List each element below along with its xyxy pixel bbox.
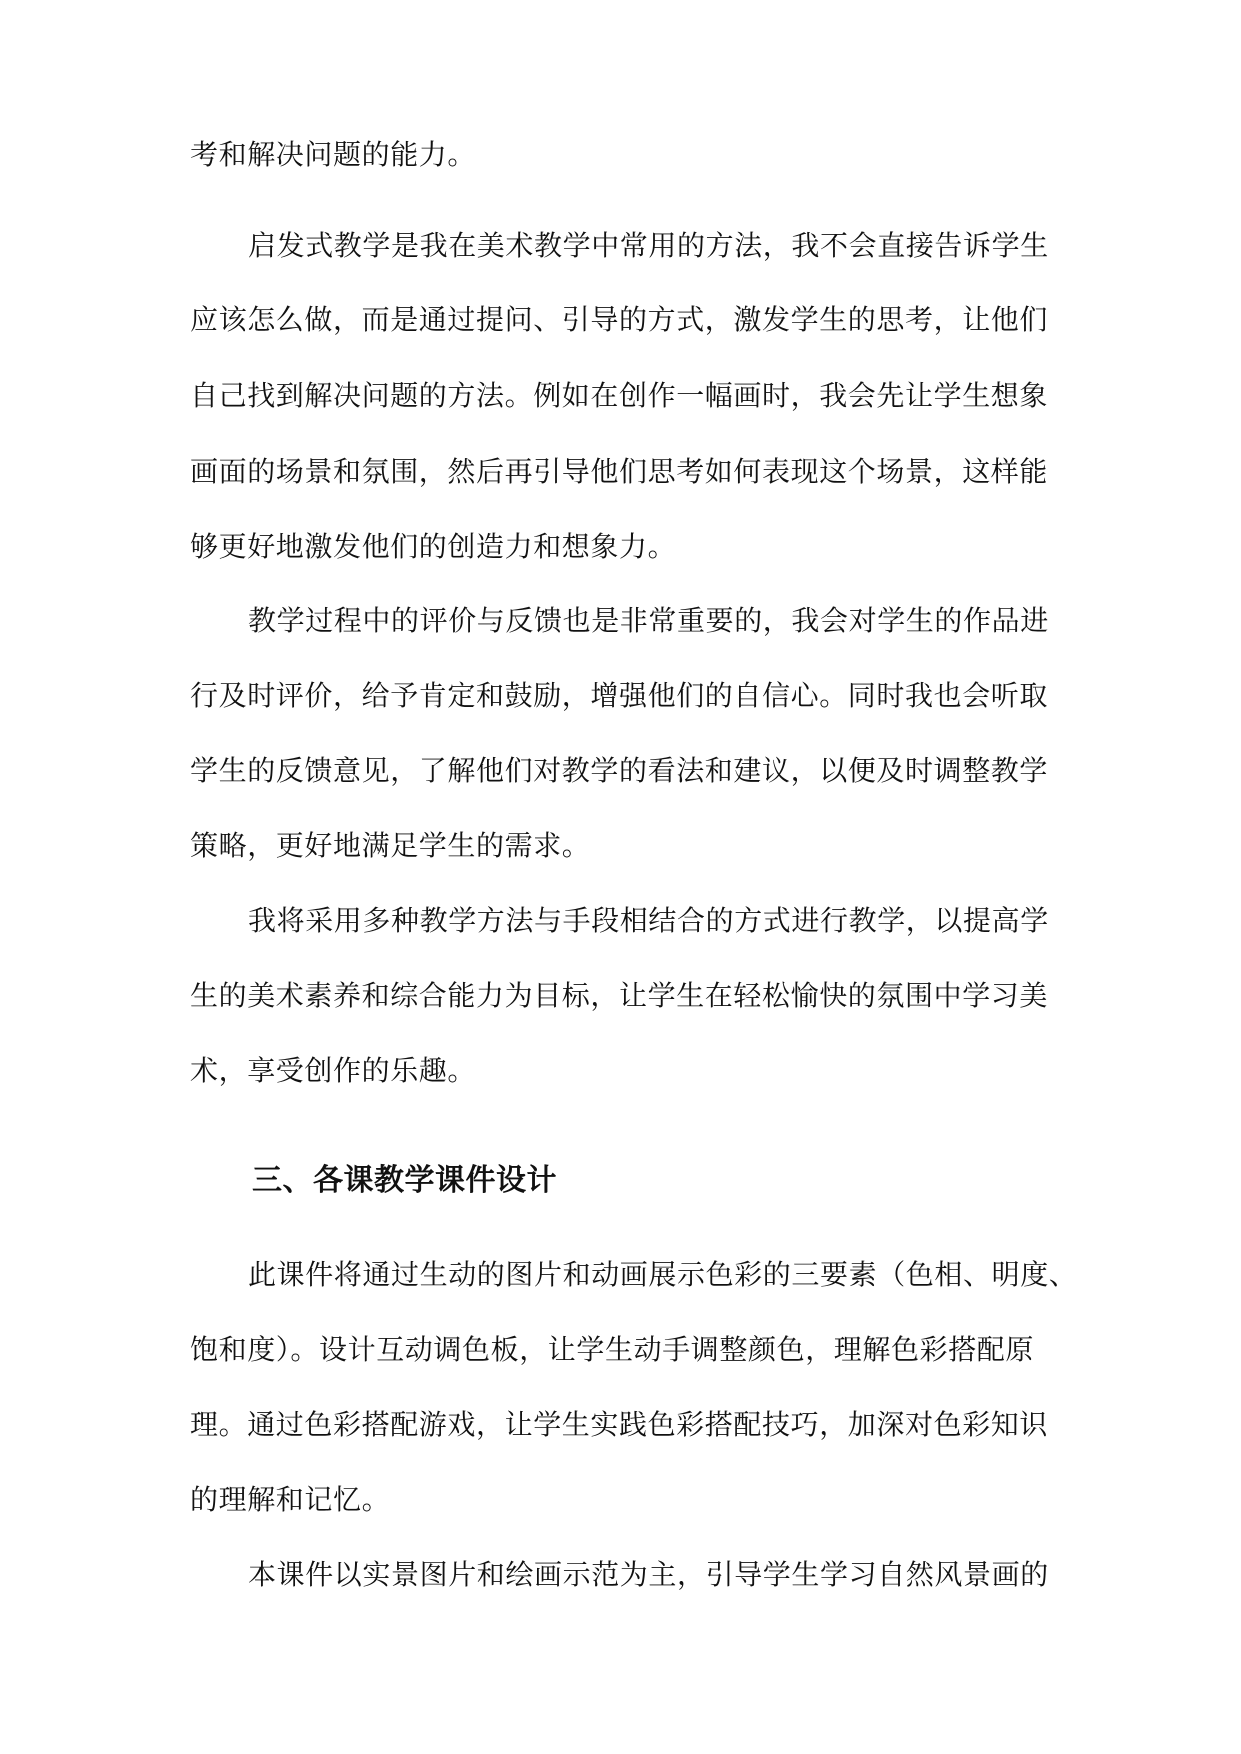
paragraph-line: 教学过程中的评价与反馈也是非常重要的，我会对学生的作品进 — [248, 604, 1049, 637]
paragraph-line: 理。通过色彩搭配游戏，让学生实践色彩搭配技巧，加深对色彩知识 — [190, 1408, 1049, 1441]
section-heading: 三、各课教学课件设计 — [252, 1163, 557, 1198]
paragraph-line: 我将采用多种教学方法与手段相结合的方式进行教学，以提高学 — [248, 904, 1049, 937]
paragraph-line: 此课件将通过生动的图片和动画展示色彩的三要素（色相、明度、 — [248, 1258, 1078, 1291]
paragraph-line: 学生的反馈意见，了解他们对教学的看法和建议，以便及时调整教学 — [190, 754, 1049, 787]
paragraph-line: 的理解和记忆。 — [190, 1483, 391, 1516]
paragraph-line: 考和解决问题的能力。 — [190, 138, 477, 171]
paragraph-line: 行及时评价，给予肯定和鼓励，增强他们的自信心。同时我也会听取 — [190, 679, 1049, 712]
paragraph-line: 饱和度）。设计互动调色板，让学生动手调整颜色，理解色彩搭配原 — [190, 1333, 1035, 1366]
paragraph-line: 自己找到解决问题的方法。例如在创作一幅画时，我会先让学生想象 — [190, 379, 1049, 412]
paragraph-line: 应该怎么做，而是通过提问、引导的方式，激发学生的思考，让他们 — [190, 303, 1049, 336]
paragraph-line: 生的美术素养和综合能力为目标，让学生在轻松愉快的氛围中学习美 — [190, 979, 1049, 1012]
paragraph-line: 画面的场景和氛围，然后再引导他们思考如何表现这个场景，这样能 — [190, 455, 1049, 488]
paragraph-line: 本课件以实景图片和绘画示范为主，引导学生学习自然风景画的 — [248, 1558, 1049, 1591]
paragraph-line: 够更好地激发他们的创造力和想象力。 — [190, 530, 677, 563]
paragraph-line: 策略，更好地满足学生的需求。 — [190, 829, 591, 862]
paragraph-line: 术，享受创作的乐趣。 — [190, 1054, 477, 1087]
paragraph-line: 启发式教学是我在美术教学中常用的方法，我不会直接告诉学生 — [248, 229, 1049, 262]
